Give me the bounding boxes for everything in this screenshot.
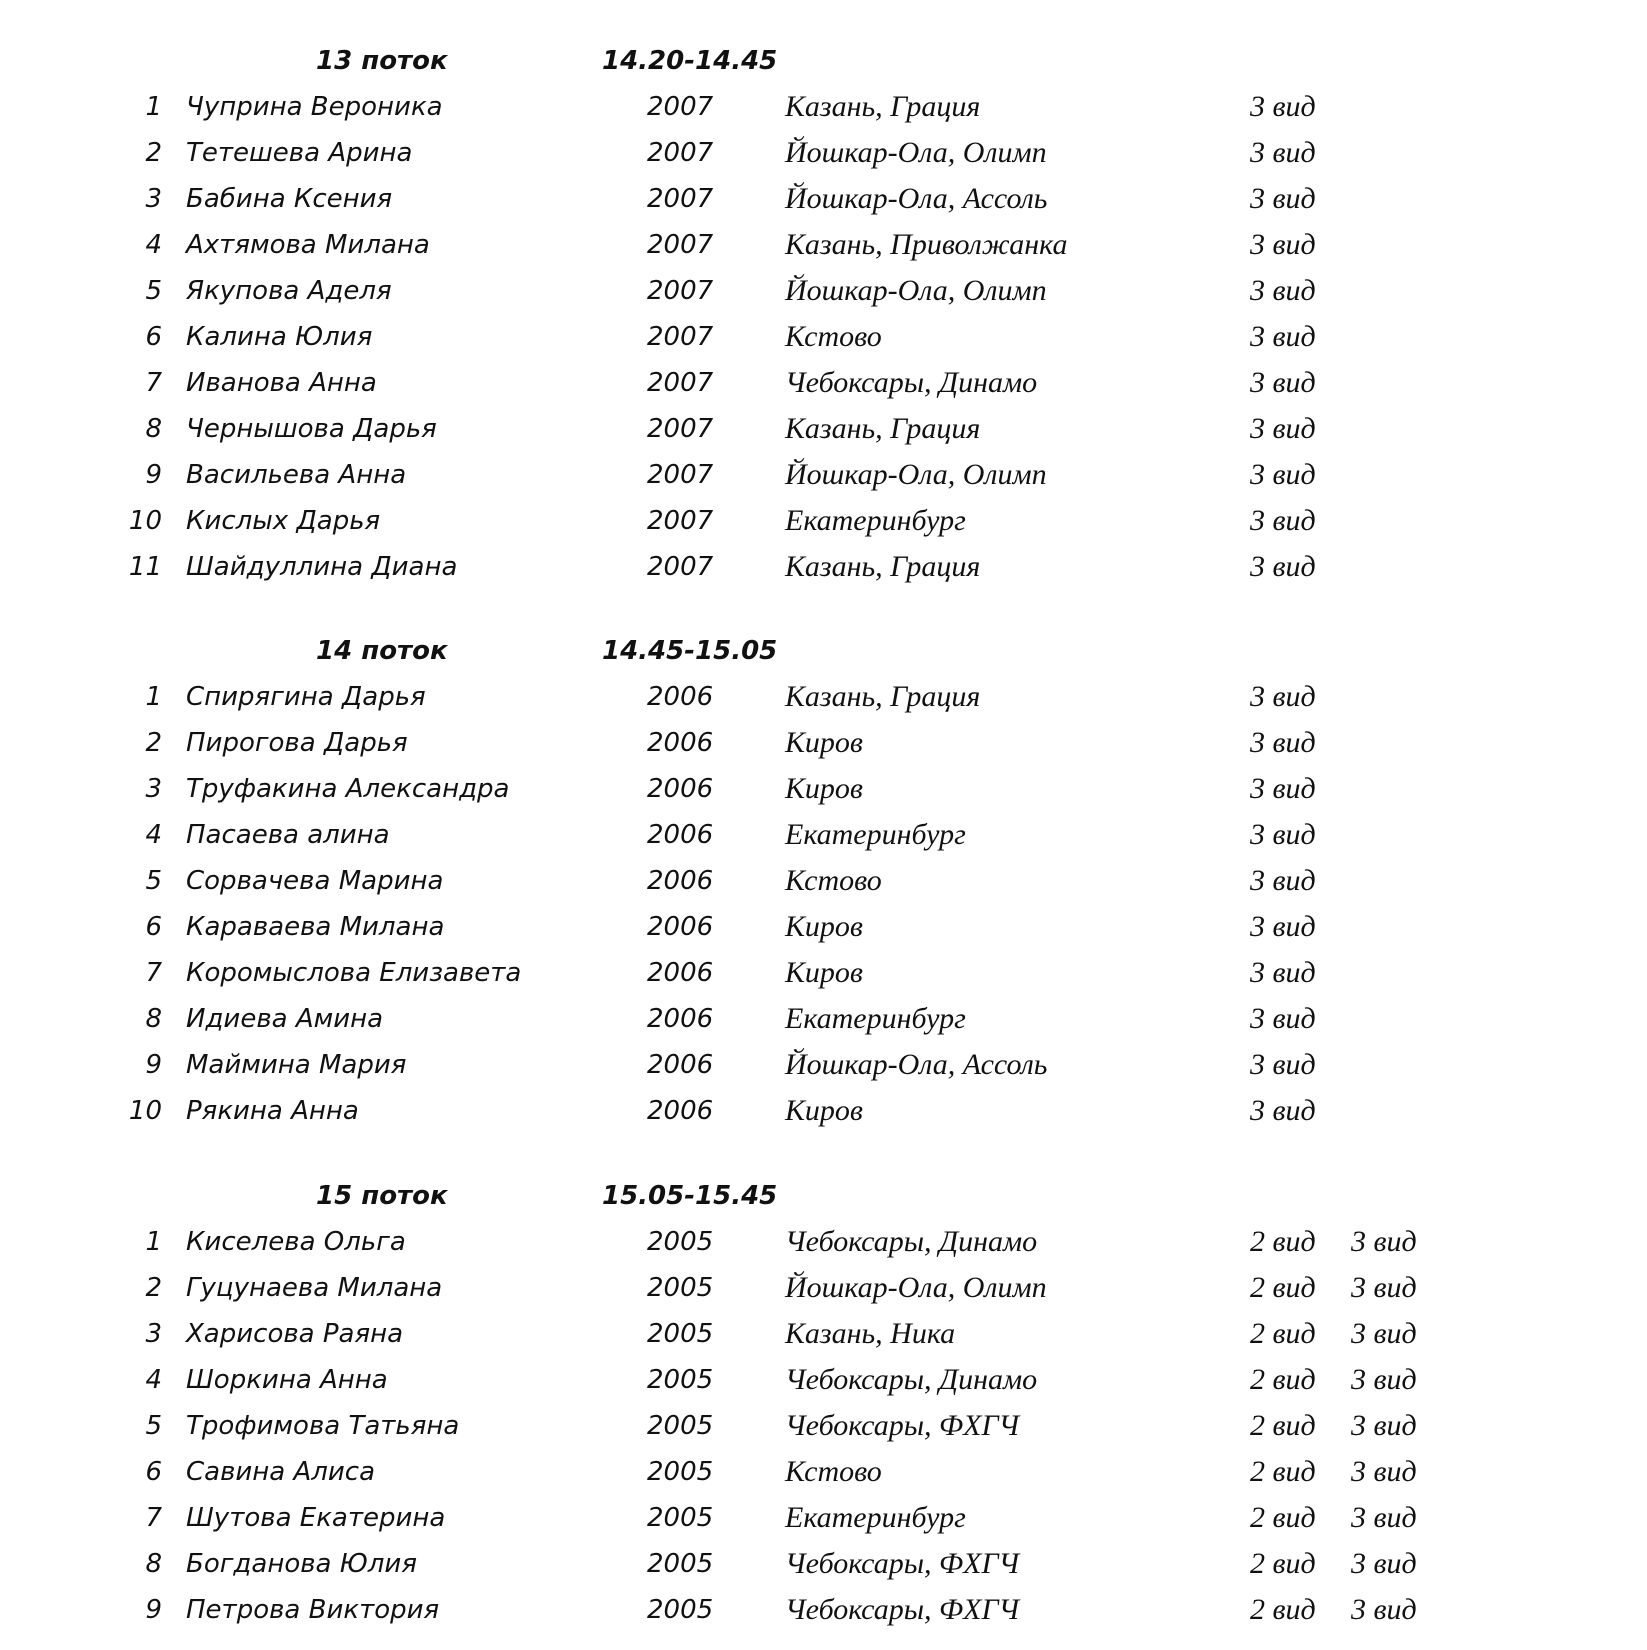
participant-row xyxy=(0,268,1647,314)
birth-year: 2005 xyxy=(647,1549,714,1579)
program-kind: 3 вид xyxy=(1250,504,1316,537)
birth-year: 2006 xyxy=(647,820,714,850)
club-city: Екатеринбург xyxy=(785,1002,966,1035)
birth-year: 2006 xyxy=(647,1050,714,1080)
participant-row xyxy=(0,314,1647,360)
birth-year: 2005 xyxy=(647,1273,714,1303)
row-number: 2 xyxy=(145,138,162,168)
row-number: 7 xyxy=(145,368,162,398)
participant-name: Маймина Мария xyxy=(186,1050,407,1080)
birth-year: 2006 xyxy=(647,958,714,988)
club-city: Чебоксары, Динамо xyxy=(785,1225,1038,1258)
row-number: 5 xyxy=(145,1411,162,1441)
participant-name: Идиева Амина xyxy=(186,1004,384,1034)
participant-name: Труфакина Александра xyxy=(186,774,510,804)
row-number: 1 xyxy=(145,682,162,712)
participant-row xyxy=(0,1357,1647,1403)
club-city: Чебоксары, Динамо xyxy=(785,1363,1038,1396)
group-header xyxy=(0,628,1647,674)
participant-row xyxy=(0,674,1647,720)
participant-name: Бабина Ксения xyxy=(186,184,393,214)
participant-row xyxy=(0,84,1647,130)
program-kind: 2 вид xyxy=(1250,1593,1316,1626)
club-city: Чебоксары, ФХГЧ xyxy=(785,1409,1020,1442)
participant-name: Караваева Милана xyxy=(186,912,445,942)
club-city: Кстово xyxy=(785,320,882,353)
participant-name: Шайдуллина Диана xyxy=(186,552,458,582)
birth-year: 2007 xyxy=(647,460,714,490)
participant-row xyxy=(0,544,1647,590)
club-city: Екатеринбург xyxy=(785,504,966,537)
row-number: 9 xyxy=(145,460,162,490)
row-number: 3 xyxy=(145,1319,162,1349)
birth-year: 2006 xyxy=(647,1004,714,1034)
birth-year: 2007 xyxy=(647,506,714,536)
row-number: 10 xyxy=(128,1096,162,1126)
program-kind: 3 вид xyxy=(1250,956,1316,989)
program-kind-extra: 3 вид xyxy=(1351,1501,1417,1534)
group-header xyxy=(0,1173,1647,1219)
participant-name: Ахтямова Милана xyxy=(186,230,430,260)
program-kind: 2 вид xyxy=(1250,1455,1316,1488)
program-kind: 2 вид xyxy=(1250,1317,1316,1350)
program-kind-extra: 3 вид xyxy=(1351,1455,1417,1488)
row-number: 2 xyxy=(145,728,162,758)
group-title: 14 поток xyxy=(316,636,448,666)
participant-name: Трофимова Татьяна xyxy=(186,1411,460,1441)
club-city: Киров xyxy=(785,1094,863,1127)
row-number: 7 xyxy=(145,958,162,988)
birth-year: 2005 xyxy=(647,1595,714,1625)
program-kind: 3 вид xyxy=(1250,680,1316,713)
club-city: Йошкар-Ола, Ассоль xyxy=(785,182,1048,215)
birth-year: 2005 xyxy=(647,1457,714,1487)
participant-name: Кислых Дарья xyxy=(186,506,381,536)
participant-name: Калина Юлия xyxy=(186,322,373,352)
program-kind-extra: 3 вид xyxy=(1351,1225,1417,1258)
participant-row xyxy=(0,996,1647,1042)
program-kind: 3 вид xyxy=(1250,910,1316,943)
program-kind-extra: 3 вид xyxy=(1351,1271,1417,1304)
club-city: Кстово xyxy=(785,1455,882,1488)
program-kind: 3 вид xyxy=(1250,320,1316,353)
program-kind-extra: 3 вид xyxy=(1351,1547,1417,1580)
participant-name: Петрова Виктория xyxy=(186,1595,440,1625)
program-kind: 3 вид xyxy=(1250,772,1316,805)
program-kind: 3 вид xyxy=(1250,90,1316,123)
birth-year: 2007 xyxy=(647,92,714,122)
group-header xyxy=(0,38,1647,84)
participant-name: Киселева Ольга xyxy=(186,1227,406,1257)
program-kind: 3 вид xyxy=(1250,1094,1316,1127)
participant-name: Тетешева Арина xyxy=(186,138,413,168)
participant-name: Харисова Раяна xyxy=(186,1319,404,1349)
program-kind: 3 вид xyxy=(1250,458,1316,491)
club-city: Чебоксары, Динамо xyxy=(785,366,1038,399)
row-number: 3 xyxy=(145,184,162,214)
program-kind: 2 вид xyxy=(1250,1271,1316,1304)
participant-name: Шутова Екатерина xyxy=(186,1503,446,1533)
club-city: Екатеринбург xyxy=(785,818,966,851)
birth-year: 2006 xyxy=(647,774,714,804)
row-number: 8 xyxy=(145,1004,162,1034)
club-city: Екатеринбург xyxy=(785,1501,966,1534)
club-city: Йошкар-Ола, Олимп xyxy=(785,274,1047,307)
participant-row xyxy=(0,222,1647,268)
participant-name: Якупова Аделя xyxy=(186,276,392,306)
birth-year: 2007 xyxy=(647,552,714,582)
birth-year: 2007 xyxy=(647,138,714,168)
participant-row xyxy=(0,950,1647,996)
birth-year: 2005 xyxy=(647,1503,714,1533)
program-kind: 2 вид xyxy=(1250,1409,1316,1442)
program-kind: 2 вид xyxy=(1250,1501,1316,1534)
club-city: Казань, Грация xyxy=(785,680,981,713)
program-kind: 3 вид xyxy=(1250,366,1316,399)
participant-name: Иванова Анна xyxy=(186,368,377,398)
program-kind: 3 вид xyxy=(1250,274,1316,307)
club-city: Чебоксары, ФХГЧ xyxy=(785,1547,1020,1580)
program-kind: 3 вид xyxy=(1250,864,1316,897)
birth-year: 2006 xyxy=(647,728,714,758)
program-kind: 3 вид xyxy=(1250,412,1316,445)
participant-name: Гуцунаева Милана xyxy=(186,1273,443,1303)
group-block xyxy=(0,1173,1647,1633)
group-time: 14.45-15.05 xyxy=(602,636,778,666)
program-kind: 3 вид xyxy=(1250,818,1316,851)
row-number: 9 xyxy=(145,1050,162,1080)
participant-row xyxy=(0,1042,1647,1088)
group-title: 13 поток xyxy=(316,46,448,76)
club-city: Казань, Грация xyxy=(785,412,981,445)
row-number: 2 xyxy=(145,1273,162,1303)
row-number: 4 xyxy=(145,820,162,850)
birth-year: 2007 xyxy=(647,230,714,260)
club-city: Казань, Грация xyxy=(785,90,981,123)
row-number: 1 xyxy=(145,92,162,122)
participant-name: Богданова Юлия xyxy=(186,1549,417,1579)
club-city: Йошкар-Ола, Олимп xyxy=(785,458,1047,491)
group-time: 15.05-15.45 xyxy=(602,1181,778,1211)
birth-year: 2007 xyxy=(647,368,714,398)
participant-row xyxy=(0,858,1647,904)
row-number: 8 xyxy=(145,1549,162,1579)
participant-name: Васильева Анна xyxy=(186,460,407,490)
birth-year: 2005 xyxy=(647,1319,714,1349)
program-kind-extra: 3 вид xyxy=(1351,1593,1417,1626)
program-kind-extra: 3 вид xyxy=(1351,1317,1417,1350)
row-number: 9 xyxy=(145,1595,162,1625)
program-kind: 2 вид xyxy=(1250,1225,1316,1258)
row-number: 4 xyxy=(145,1365,162,1395)
program-kind: 3 вид xyxy=(1250,1048,1316,1081)
birth-year: 2007 xyxy=(647,414,714,444)
group-title: 15 поток xyxy=(316,1181,448,1211)
participant-row xyxy=(0,452,1647,498)
participant-row xyxy=(0,766,1647,812)
participant-row xyxy=(0,1449,1647,1495)
participant-row xyxy=(0,130,1647,176)
club-city: Йошкар-Ола, Олимп xyxy=(785,1271,1047,1304)
participant-row xyxy=(0,812,1647,858)
birth-year: 2006 xyxy=(647,1096,714,1126)
participant-name: Чуприна Вероника xyxy=(186,92,443,122)
participant-name: Шоркина Анна xyxy=(186,1365,388,1395)
birth-year: 2005 xyxy=(647,1411,714,1441)
program-kind: 3 вид xyxy=(1250,1002,1316,1035)
participant-row xyxy=(0,1265,1647,1311)
club-city: Киров xyxy=(785,726,863,759)
row-number: 7 xyxy=(145,1503,162,1533)
club-city: Киров xyxy=(785,910,863,943)
birth-year: 2006 xyxy=(647,912,714,942)
club-city: Кстово xyxy=(785,864,882,897)
participant-name: Коромыслова Елизавета xyxy=(186,958,522,988)
club-city: Казань, Ника xyxy=(785,1317,956,1350)
participant-row xyxy=(0,1587,1647,1633)
row-number: 5 xyxy=(145,866,162,896)
club-city: Йошкар-Ола, Олимп xyxy=(785,136,1047,169)
program-kind: 3 вид xyxy=(1250,182,1316,215)
participant-row xyxy=(0,406,1647,452)
participant-name: Пирогова Дарья xyxy=(186,728,408,758)
program-kind: 2 вид xyxy=(1250,1363,1316,1396)
club-city: Йошкар-Ола, Ассоль xyxy=(785,1048,1048,1081)
participant-row xyxy=(0,1541,1647,1587)
participant-row xyxy=(0,1403,1647,1449)
row-number: 6 xyxy=(145,1457,162,1487)
row-number: 11 xyxy=(128,552,162,582)
participant-row xyxy=(0,1219,1647,1265)
birth-year: 2005 xyxy=(647,1365,714,1395)
birth-year: 2006 xyxy=(647,682,714,712)
program-kind: 3 вид xyxy=(1250,136,1316,169)
group-block xyxy=(0,38,1647,590)
program-kind-extra: 3 вид xyxy=(1351,1363,1417,1396)
birth-year: 2007 xyxy=(647,322,714,352)
participant-row xyxy=(0,498,1647,544)
club-city: Казань, Приволжанка xyxy=(785,228,1068,261)
club-city: Киров xyxy=(785,772,863,805)
program-kind: 2 вид xyxy=(1250,1547,1316,1580)
participant-name: Пасаева алина xyxy=(186,820,390,850)
row-number: 3 xyxy=(145,774,162,804)
participant-row xyxy=(0,1495,1647,1541)
birth-year: 2007 xyxy=(647,276,714,306)
club-city: Киров xyxy=(785,956,863,989)
row-number: 1 xyxy=(145,1227,162,1257)
participant-row xyxy=(0,360,1647,406)
program-kind-extra: 3 вид xyxy=(1351,1409,1417,1442)
participant-name: Савина Алиса xyxy=(186,1457,376,1487)
club-city: Чебоксары, ФХГЧ xyxy=(785,1593,1020,1626)
participant-row xyxy=(0,1088,1647,1134)
row-number: 10 xyxy=(128,506,162,536)
row-number: 6 xyxy=(145,912,162,942)
participant-row xyxy=(0,904,1647,950)
program-kind: 3 вид xyxy=(1250,550,1316,583)
group-block xyxy=(0,628,1647,1134)
birth-year: 2006 xyxy=(647,866,714,896)
group-time: 14.20-14.45 xyxy=(602,46,778,76)
participant-name: Спирягина Дарья xyxy=(186,682,426,712)
row-number: 4 xyxy=(145,230,162,260)
participant-row xyxy=(0,1311,1647,1357)
club-city: Казань, Грация xyxy=(785,550,981,583)
row-number: 5 xyxy=(145,276,162,306)
participant-name: Чернышова Дарья xyxy=(186,414,437,444)
row-number: 6 xyxy=(145,322,162,352)
participant-name: Сорвачева Марина xyxy=(186,866,444,896)
birth-year: 2007 xyxy=(647,184,714,214)
participant-row xyxy=(0,720,1647,766)
program-kind: 3 вид xyxy=(1250,726,1316,759)
participant-name: Рякина Анна xyxy=(186,1096,359,1126)
row-number: 8 xyxy=(145,414,162,444)
birth-year: 2005 xyxy=(647,1227,714,1257)
program-kind: 3 вид xyxy=(1250,228,1316,261)
participant-row xyxy=(0,176,1647,222)
